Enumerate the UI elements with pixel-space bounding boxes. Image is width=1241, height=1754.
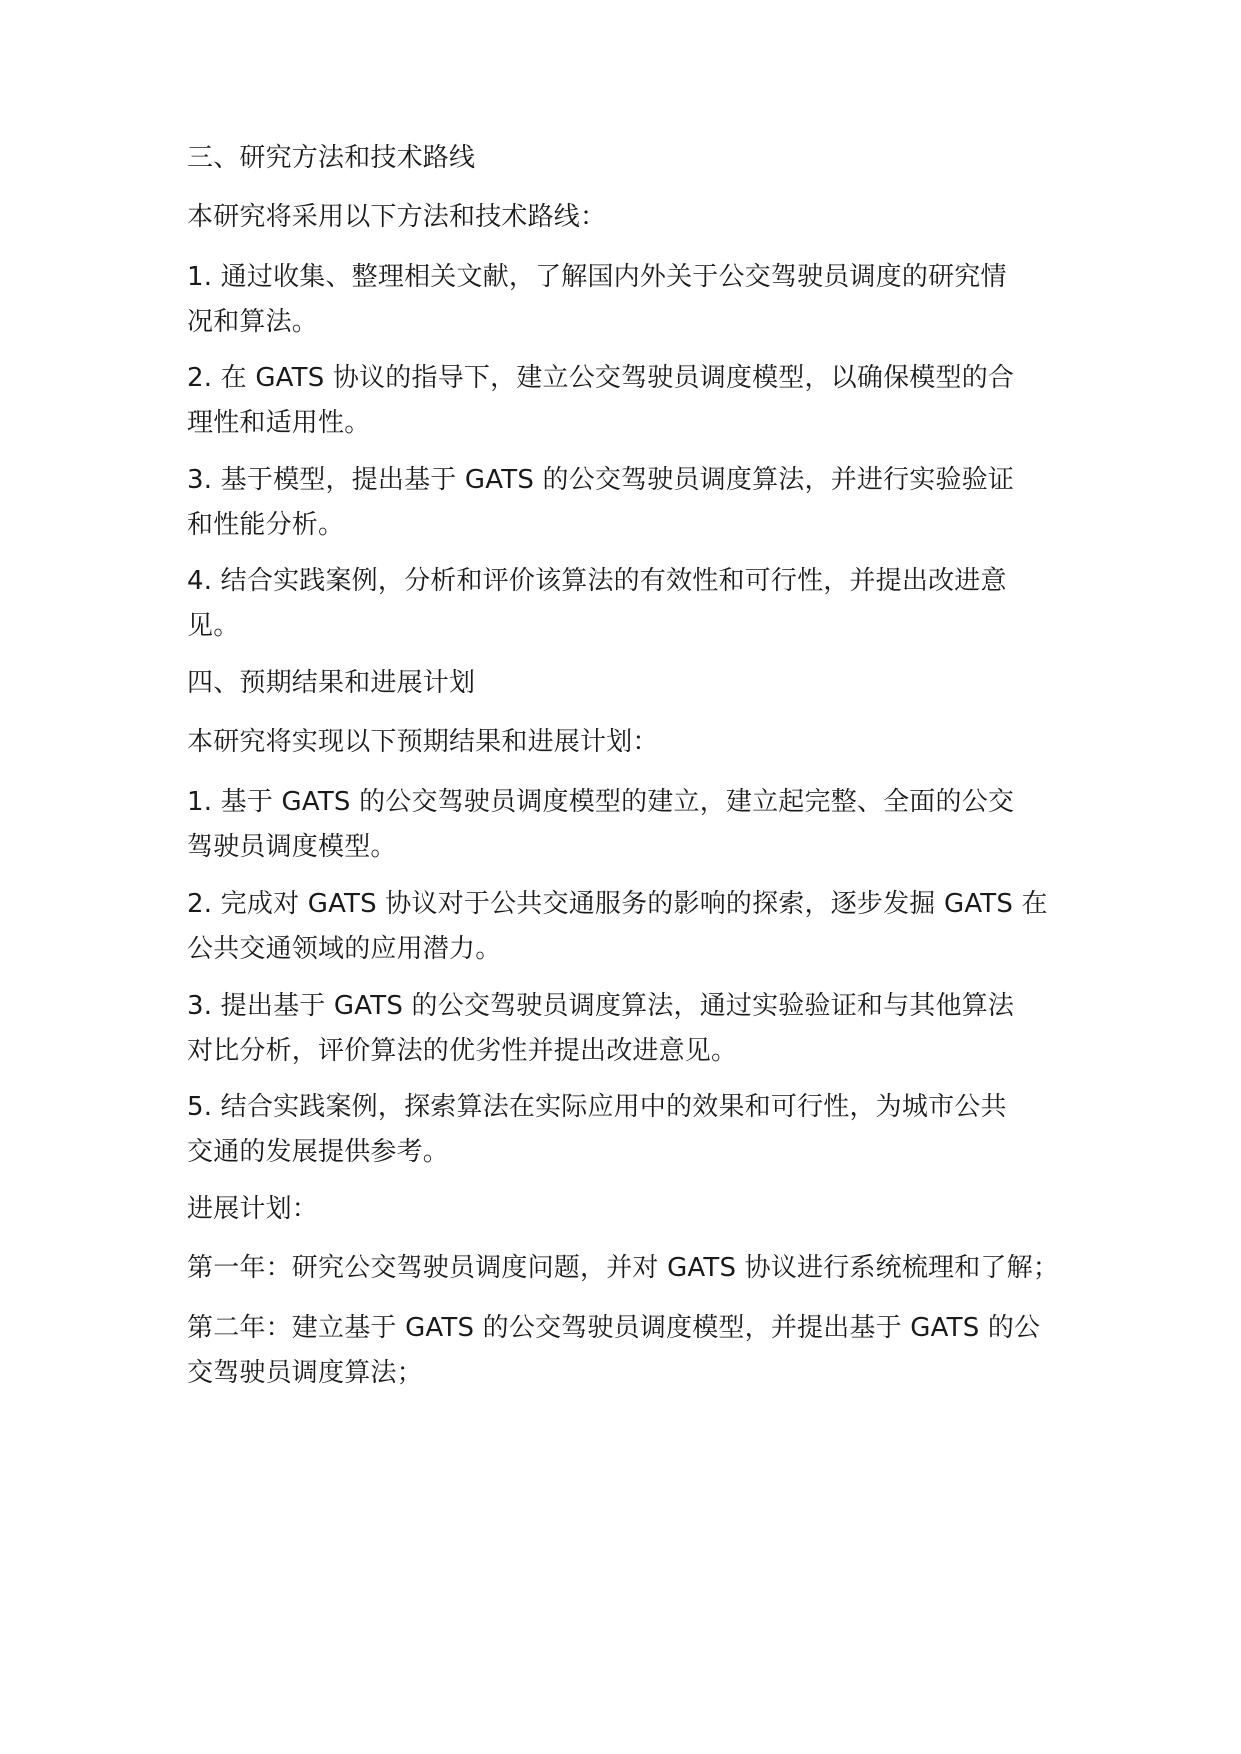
method-3-line-1: 3. 基于模型，提出基于 GATS 的公交驾驶员调度算法，并进行实验验证 — [187, 465, 1015, 495]
result-item-5 — [187, 1085, 1087, 1175]
year-1-line-1: 第一年：研究公交驾驶员调度问题，并对 GATS 协议进行系统梳理和了解； — [187, 1253, 1060, 1283]
method-2-line-1: 2. 在 GATS 协议的指导下，建立公交驾驶员调度模型，以确保模型的合 — [187, 363, 1015, 393]
section4-heading — [187, 661, 1087, 706]
result-1-line-1: 1. 基于 GATS 的公交驾驶员调度模型的建立，建立起完整、全面的公交 — [187, 787, 1015, 817]
method-item-4 — [187, 559, 1087, 649]
method-1-line-1: 1. 通过收集、整理相关文献，了解国内外关于公交驾驶员调度的研究情 — [187, 262, 1007, 292]
method-item-2 — [187, 356, 1087, 446]
progress-heading — [187, 1187, 1087, 1232]
method-1-line-2: 况和算法。 — [187, 307, 319, 337]
result-5-line-2: 交通的发展提供参考。 — [187, 1137, 450, 1167]
result-2-line-1: 2. 完成对 GATS 协议对于公共交通服务的影响的探索，逐步发掘 GATS 在 — [187, 889, 1048, 919]
year-2-line-2: 交驾驶员调度算法； — [187, 1358, 423, 1388]
result-item-3 — [187, 984, 1087, 1074]
result-5-line-1: 5. 结合实践案例，探索算法在实际应用中的效果和可行性，为城市公共 — [187, 1092, 1007, 1122]
method-2-line-2: 理性和适用性。 — [187, 408, 371, 438]
section4-intro-text: 本研究将实现以下预期结果和进展计划： — [187, 727, 659, 757]
result-1-line-2: 驾驶员调度模型。 — [187, 832, 397, 862]
year-2-line-1: 第二年：建立基于 GATS 的公交驾驶员调度模型，并提出基于 GATS 的公 — [187, 1313, 1041, 1343]
method-4-line-2: 见。 — [187, 611, 240, 641]
progress-year-2 — [187, 1306, 1087, 1396]
result-2-line-2: 公共交通领域的应用潜力。 — [187, 934, 502, 964]
result-3-line-2: 对比分析，评价算法的优劣性并提出改进意见。 — [187, 1036, 738, 1066]
progress-heading-text: 进展计划： — [187, 1194, 319, 1224]
method-item-1 — [187, 255, 1087, 345]
section3-heading — [187, 136, 1087, 181]
section4-intro — [187, 720, 1087, 765]
result-3-line-1: 3. 提出基于 GATS 的公交驾驶员调度算法，通过实验验证和与其他算法 — [187, 991, 1015, 1021]
method-item-3 — [187, 458, 1087, 548]
method-3-line-2: 和性能分析。 — [187, 510, 345, 540]
result-item-2 — [187, 882, 1087, 972]
section4-heading-text: 四、预期结果和进展计划 — [187, 668, 476, 698]
progress-year-1 — [187, 1246, 1087, 1291]
section3-heading-text: 三、研究方法和技术路线 — [187, 143, 476, 173]
method-4-line-1: 4. 结合实践案例，分析和评价该算法的有效性和可行性，并提出改进意 — [187, 566, 1007, 596]
result-item-1 — [187, 780, 1087, 870]
section3-intro — [187, 195, 1087, 240]
section3-intro-text: 本研究将采用以下方法和技术路线： — [187, 202, 607, 232]
